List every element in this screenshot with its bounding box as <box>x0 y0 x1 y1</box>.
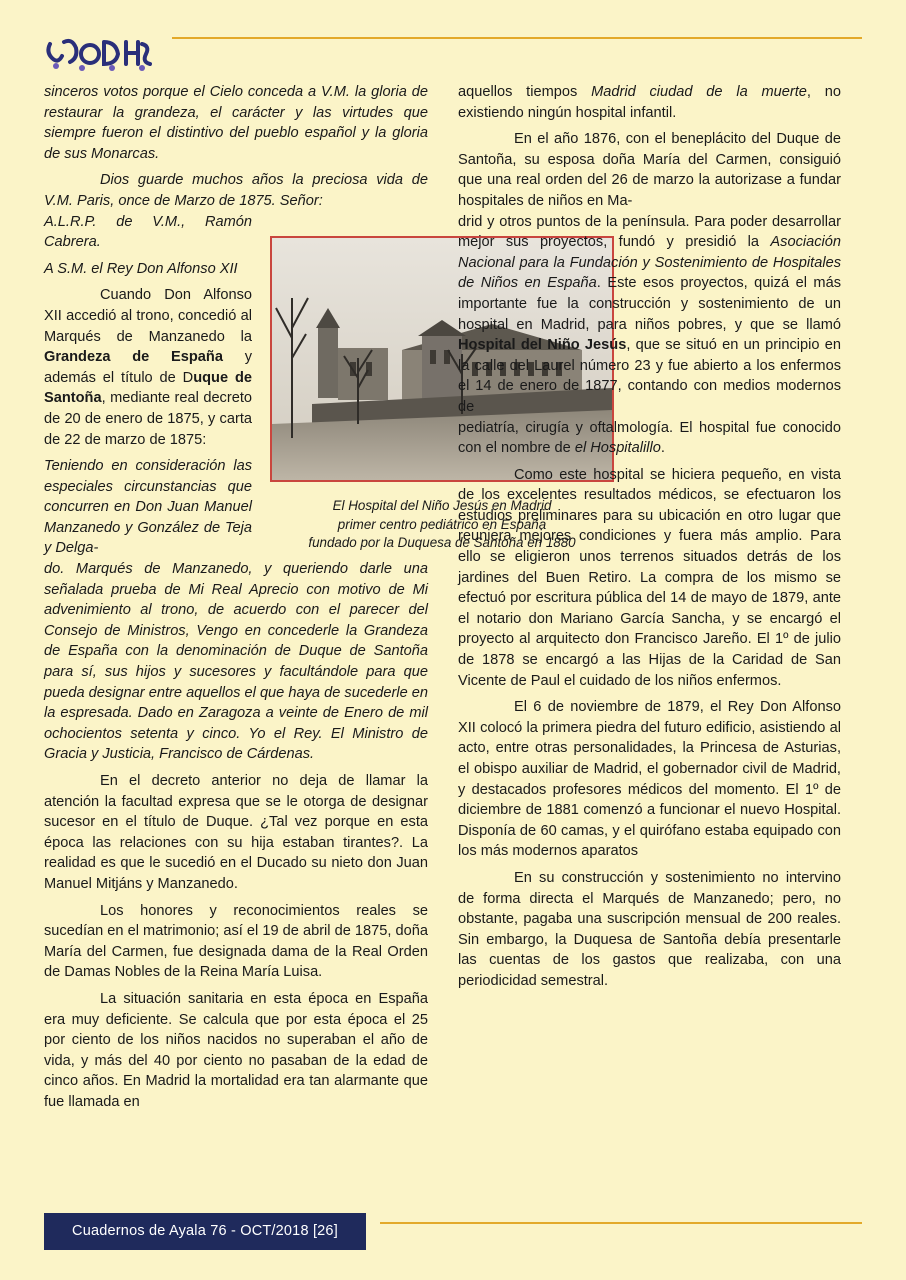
paragraph: A S.M. el Rey Don Alfonso XII <box>44 260 238 277</box>
paragraph: drid y otros puntos de la península. Para poder desarrollar mejor sus proyectos, fundó y presidió la Asociación Nacional para la Fundación y Sostenimiento de Hospitales de Niños en España. Este esos proyectos, quizá el más importante fue la construcción y sostenimiento de un hospital en Madrid, para niños pobres, y que se llamó Hospital del Niño Jesús, que se situó en un principio en la calle del Laurel número 23 y fue abierto a los enfermos el 14 de enero de 1877, contando con medios modernos de <box>458 213 842 415</box>
paragraph: El 6 de noviembre de 1879, el Rey Don Alfonso XII colocó la primera piedra del futuro edificio, asistiendo al acto, entre otras personalidades, la Princesa de Asturias, el obispo auxiliar de Madrid, el gobernador civil de Madrid, y destacados profesores médicos del momento. El 1º de diciembre de 1881 comenzó a funcionar el nuevo Hospital. Disponía de 60 camas, y el quirófano estaba equipado con los más modernos aparatos <box>458 699 841 860</box>
footer-rule <box>380 1222 862 1224</box>
caption-line: El Hospital del Niño Jesús en Madrid <box>332 498 552 513</box>
paragraph: Como este hospital se hiciera pequeño, en vista de los excelentes resultados médicos, se efectuaron los estudios preliminares para su ubicación en otro lugar que reuniera mejores condiciones y fuera más amplio. Para ello se eligieron unos terrenos situados detrás de los jardines del Buen Retiro. La compra de los mismo se efectuó por escritura pública del 14 de mayo de 1879, ante el notario don Mariano García Sancha, y se encargó el proyecto al arquitecto don Francisco Jareño. El 1º de julio de 1878 se encargó a las Hijas de la Caridad de San Vicente de Paul el cuidado de los niños enfermos. <box>458 466 841 689</box>
paragraph: aquellos tiempos Madrid ciudad de la muerte, no existiendo ningún hospital infantil. <box>458 84 842 121</box>
paragraph: La situación sanitaria en esta época en España era muy deficiente. Se calcula que por esta época el 25 por ciento de los niños nacidos no superaban el año de vida, y más del 40 por ciento no pasaban de la edad de cinco años. En Madrid la mortalidad era tan alarmante que fue llamada en <box>44 990 428 1110</box>
paragraph: Cuando Don Alfonso XII accedió al trono, concedió al Marqués de Manzanedo la Grandeza de España y además el título de Duque de Santoña, mediante real decreto de 20 de enero de 1875, y carta de 22 de marzo de 1875: <box>44 287 252 448</box>
paragraph: pediatría, cirugía y oftalmología. El hospital fue conocido con el nombre de el Hospitalillo. <box>458 419 841 457</box>
caption-line: primer centro pediátrico en España <box>337 516 547 532</box>
paragraph: A.L.R.P. de V.M., Ramón Cabrera. <box>44 213 252 251</box>
paragraph: Los honores y reconocimientos reales se sucedían en el matrimonio; así el 19 de abril de 1875, doña María del Carmen, fue designada dama de la Real Orden de Damas Nobles de la Reina María Luisa. <box>44 902 428 981</box>
page-footer: Cuadernos de Ayala 76 - OCT/2018 [26] <box>44 1213 366 1250</box>
paragraph: En el decreto anterior no deja de llamar la atención la facultad expresa que se le otorga de designar sucesor en el título de Duque. ¿Tal vez porque en esta época las relaciones con su hija estaban tirantes?. La realidad es que le sucedió en el Ducado su nieto don Juan Manuel Mitjáns y Manzanedo. <box>44 773 428 892</box>
paragraph: do. Marqués de Manzanedo, y queriendo darle una señalada prueba de Mi Real Aprecio con motivo de Mi advenimiento al trono, de acuerdo con el parecer del Consejo de Ministros, Vengo en concederle la Grandeza de España con la denominación de Duque de Santoña para sí, sus hijos y sucesores y facultándole para que pueda designar entre aquellos el que haya de sucederle en la espresada. Dado en Zaragoza a veinte de Enero de mil ochocientos setenta y cinco. Yo el Rey. El Ministro de Gracia y Justicia, Francisco de Cárdenas. <box>44 561 428 763</box>
publication-logo <box>42 34 154 74</box>
caption-line: fundado por la Duquesa de Santoña en 1880 <box>308 535 576 550</box>
paragraph: Dios guarde muchos años la preciosa vida de V.M. Paris, once de Marzo de 1875. Señor: <box>44 172 428 209</box>
right-column <box>458 82 841 992</box>
paragraph: Teniendo en consideración las especiales circunstancias que concurren en Don Juan Manuel Manzanedo y González de Teja y Delga- <box>44 458 252 557</box>
paragraph: sinceros votos porque el Cielo conceda a V.M. la gloria de restaurar la grandeza, el carácter y las virtudes que siempre fueron el distintivo del pueblo español y la gloria de sus Monarcas. <box>44 84 428 162</box>
paragraph: En el año 1876, con el beneplácito del Duque de Santoña, su esposa doña María del Carmen, consiguió que una real orden del 26 de marzo la autorizase a fundar hospitales de niños en Ma- <box>458 131 841 209</box>
header-rule <box>172 37 862 39</box>
paragraph: En su construcción y sostenimiento no intervino de forma directa el Marqués de Manzanedo; pero, no obstante, pagaba una suscripción mensual de 200 reales. Sin embargo, la Duquesa de Santoña debía presentarle las cuentas de los gastos que realizaba, con una periodicidad semestral. <box>458 869 841 989</box>
